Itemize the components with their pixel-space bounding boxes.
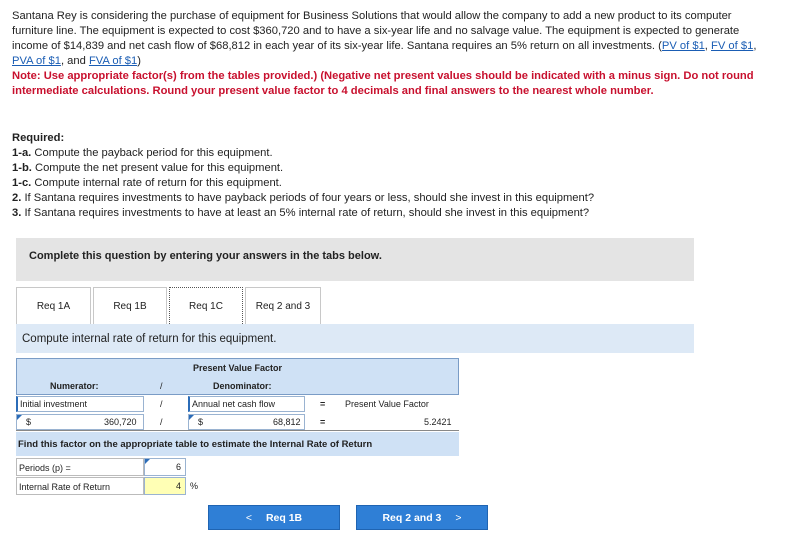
equals-sign: = — [320, 417, 326, 427]
pvf-result-label: Present Value Factor — [345, 399, 429, 409]
item-text: If Santana requires investments to have payback periods of four years or less, should she invest in this equipment? — [21, 192, 595, 204]
denominator-label: Denominator: — [213, 381, 272, 391]
next-req-2-and-3-button[interactable] — [356, 505, 488, 530]
complete-question-banner: Complete this question by entering your answers in the tabs below. — [16, 238, 694, 281]
tab-req-1c[interactable]: Req 1C — [169, 287, 243, 324]
input-marker-icon — [145, 459, 150, 464]
find-factor-text: Find this factor on the appropriate table to estimate the Internal Rate of Return — [18, 439, 373, 450]
item-text: Compute the payback period for this equipment. — [31, 147, 273, 159]
item-label: 3. — [12, 207, 22, 219]
chevron-right-icon: > — [455, 511, 462, 524]
tab-req-2-and-3[interactable]: Req 2 and 3 — [245, 287, 321, 324]
pva-of-1-link[interactable]: PVA of $1 — [12, 55, 61, 67]
initial-investment-label[interactable]: Initial investment — [16, 396, 144, 412]
required-item — [12, 176, 772, 191]
problem-statement — [12, 9, 772, 99]
required-item — [12, 161, 772, 176]
separator: , and — [60, 55, 89, 67]
prev-req-1b-button[interactable] — [208, 505, 340, 530]
fva-of-1-link[interactable]: FVA of $1 — [88, 55, 138, 67]
dollar-sign: $ — [198, 417, 204, 427]
required-item — [12, 146, 772, 161]
slash: / — [160, 399, 163, 409]
annual-cash-flow-value: 68,812 — [273, 417, 301, 427]
input-marker-icon — [189, 415, 194, 420]
item-text: If Santana requires investments to have at least an 5% internal rate of return, should she invest in this equipment? — [21, 207, 590, 219]
tab-bar — [16, 287, 323, 324]
separator: , — [753, 40, 757, 52]
item-text: Compute internal rate of return for this equipment. — [31, 177, 282, 189]
input-marker-icon — [17, 415, 22, 420]
next-button-label: Req 2 and 3 — [382, 511, 442, 524]
pvf-title: Present Value Factor — [16, 358, 459, 376]
item-label: 1-a. — [12, 147, 32, 159]
required-item — [12, 191, 772, 206]
paren-close: ) — [137, 55, 141, 67]
fv-of-1-link[interactable]: FV of $1 — [711, 40, 754, 52]
required-heading: Required: — [12, 132, 65, 144]
slash: / — [160, 417, 163, 427]
equals-sign: = — [320, 399, 326, 409]
required-section — [12, 131, 772, 221]
periods-value: 6 — [176, 462, 182, 472]
slash: / — [160, 381, 163, 391]
item-label: 1-c. — [12, 177, 32, 189]
required-item — [12, 206, 772, 221]
pv-of-1-link[interactable]: PV of $1 — [661, 40, 705, 52]
periods-label: Periods (p) = — [16, 458, 144, 476]
numerator-label: Numerator: — [50, 381, 99, 391]
irr-label: Internal Rate of Return — [16, 477, 144, 495]
tab-req-1a[interactable]: Req 1A — [16, 287, 91, 324]
initial-investment-value: 360,720 — [104, 417, 137, 427]
annual-net-cash-flow-label[interactable]: Annual net cash flow — [188, 396, 305, 412]
separator: , — [704, 40, 712, 52]
prev-button-label: Req 1B — [265, 511, 303, 524]
problem-text: Santana Rey is considering the purchase of equipment for Business Solutions that would allow the company to add a new product to its computer furniture line. The equipment is expected to cost $360,720 and to have a six-year life and no salvage value. The equipment is expected to generate income of $14,839 and net cash flow of $68,812 in each year of its six-year life. Santana requires an 5% return on all investments. ( — [12, 10, 740, 52]
item-label: 1-b. — [12, 162, 32, 174]
irr-value: 4 — [176, 481, 182, 491]
item-text: Compute the net present value for this equipment. — [31, 162, 284, 174]
instructions-note: Note: Use appropriate factor(s) from the tables provided.) (Negative net present values should be indicated with a minus sign. Do not round intermediate calculations. Round your present value factor to 4 decimals and final answers to the nearest whole number. — [12, 70, 754, 97]
item-label: 2. — [12, 192, 22, 204]
panel-instruction: Compute internal rate of return for this equipment. — [16, 324, 694, 353]
chevron-left-icon: < — [245, 511, 252, 524]
dollar-sign: $ — [26, 417, 32, 427]
percent-sign: % — [190, 481, 199, 491]
tab-req-1b[interactable]: Req 1B — [93, 287, 167, 324]
pvf-result-value: 5.2421 — [424, 417, 452, 427]
